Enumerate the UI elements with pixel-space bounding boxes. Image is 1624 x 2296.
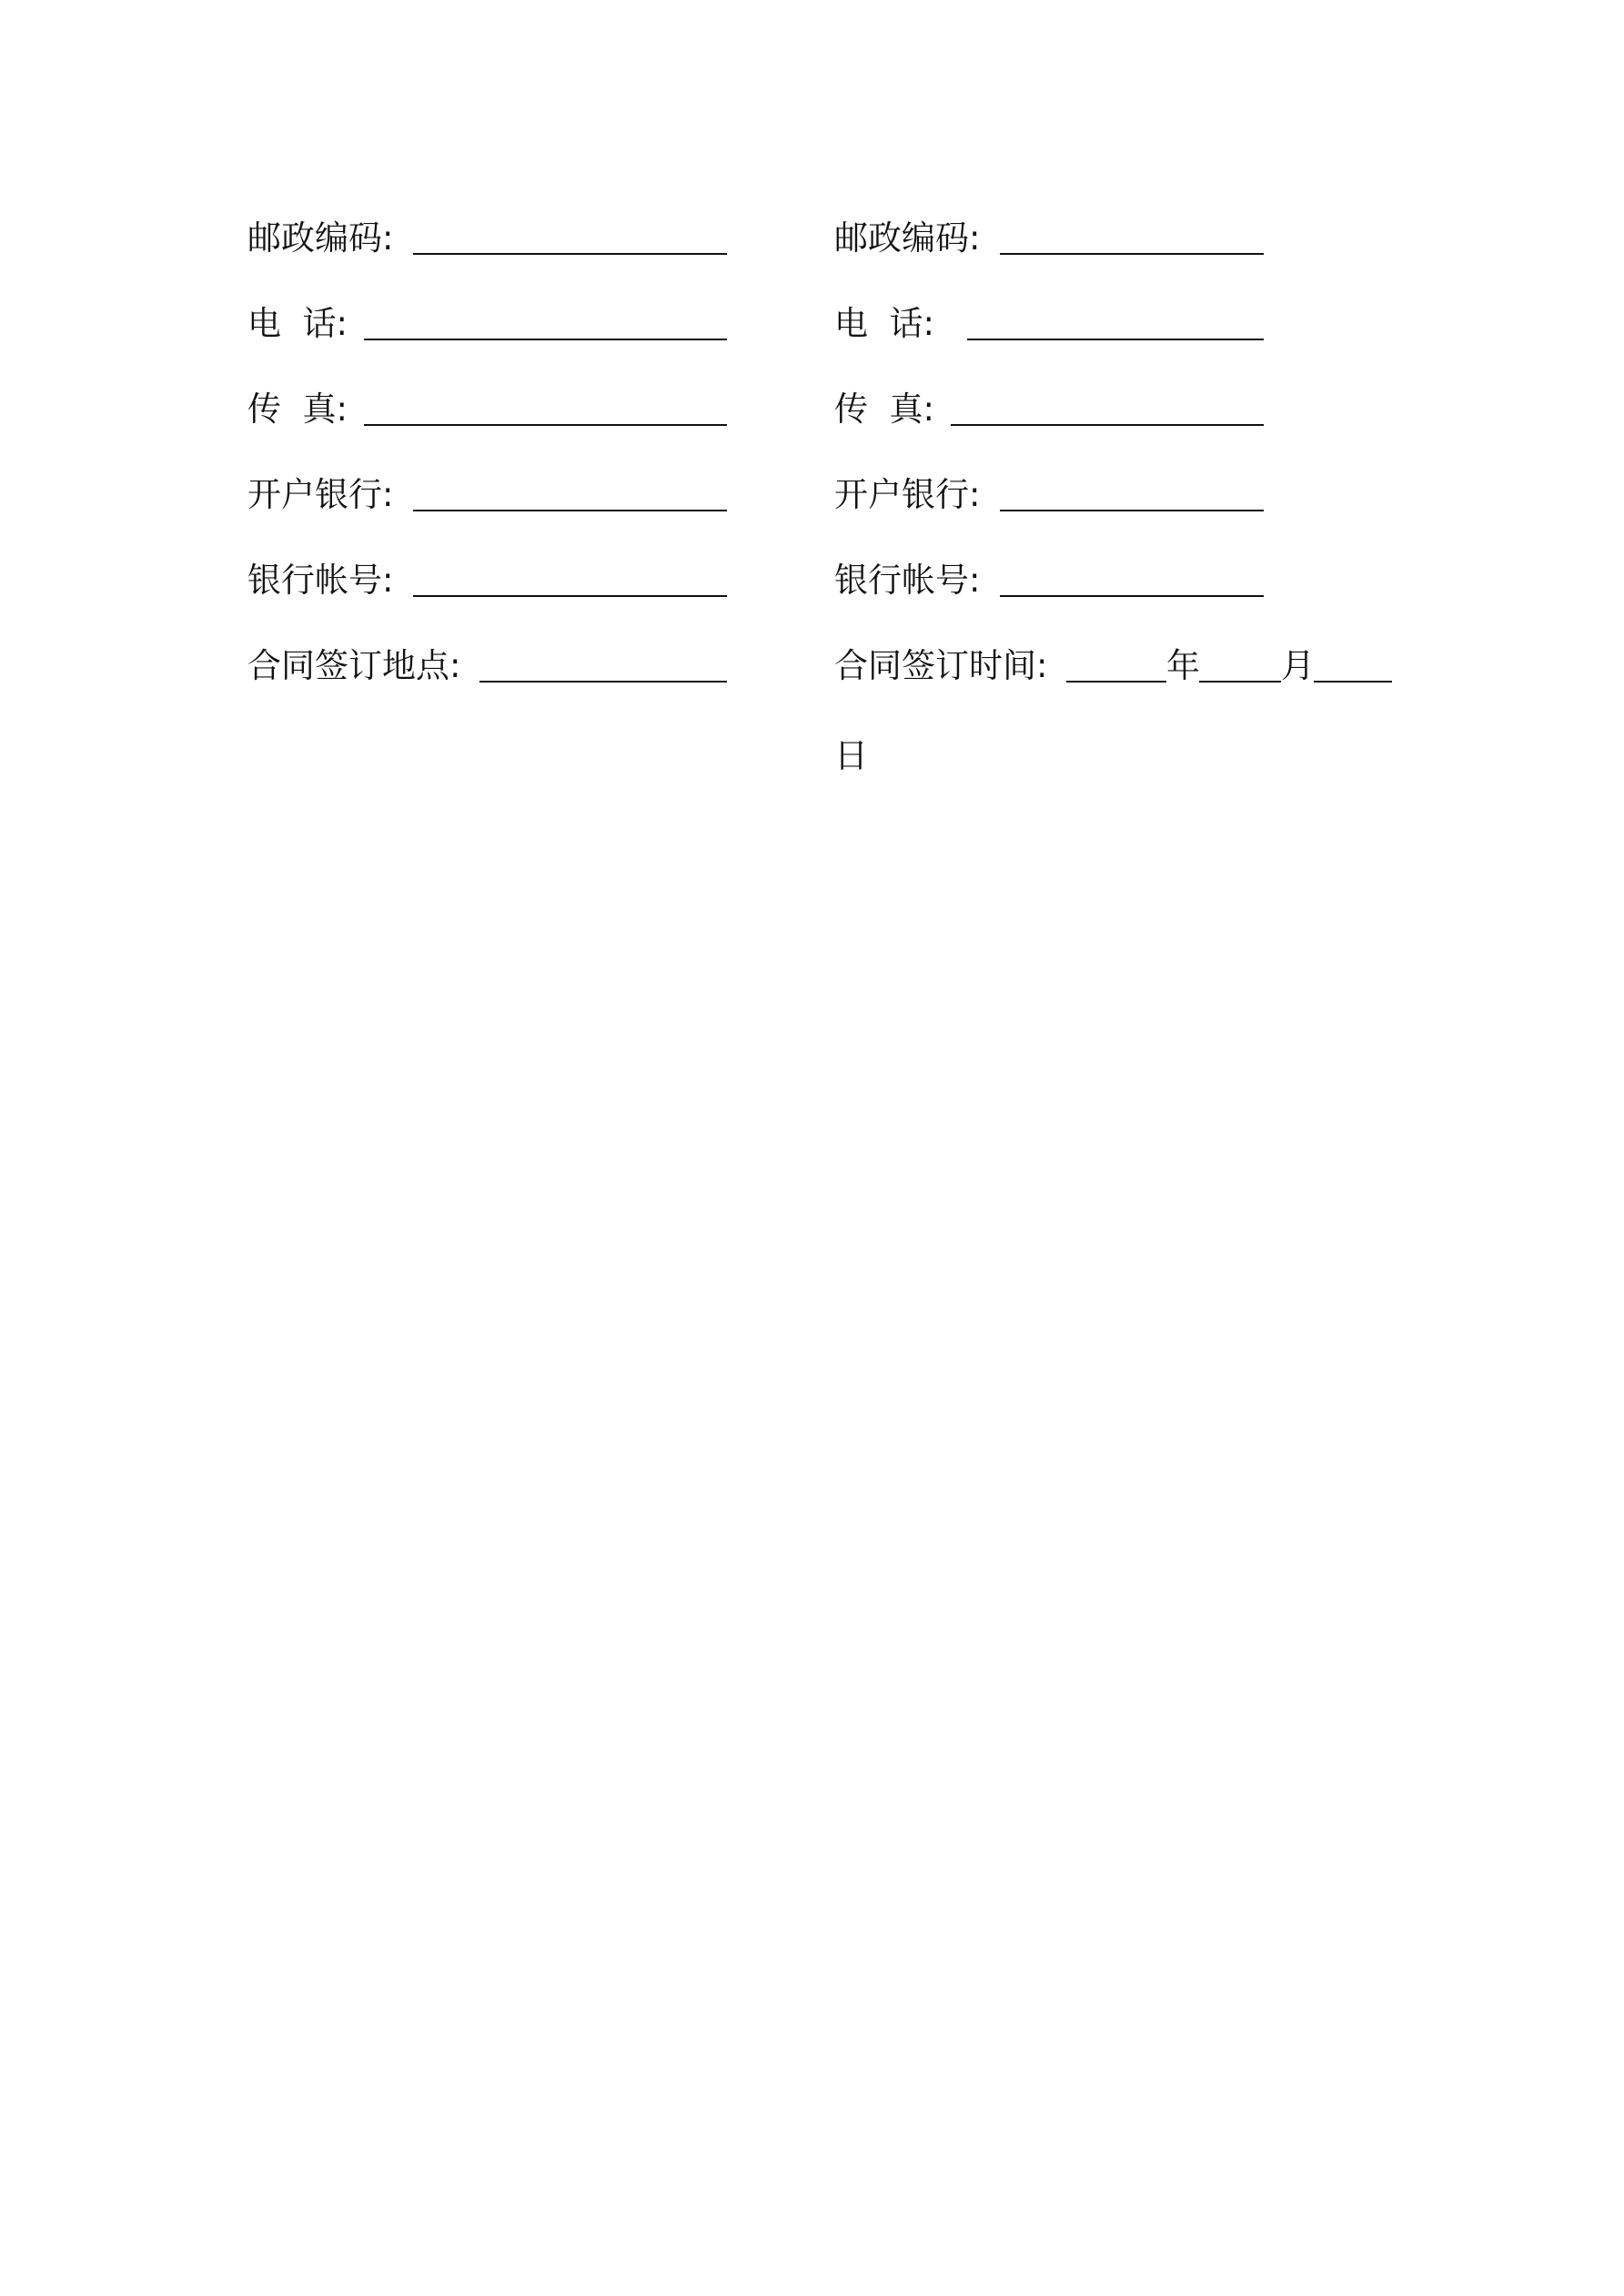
right-phone-label: 电 话: xyxy=(834,304,934,343)
left-bank-blank[interactable] xyxy=(413,510,727,511)
left-postal-code-label: 邮政编码: xyxy=(247,218,394,258)
left-fax-blank[interactable] xyxy=(364,424,727,426)
right-fax-blank[interactable] xyxy=(951,424,1264,426)
left-bank-label: 开户银行: xyxy=(247,475,394,514)
right-account-blank[interactable] xyxy=(1000,595,1264,597)
left-fax-label: 传 真: xyxy=(247,389,348,429)
left-phone-blank[interactable] xyxy=(364,339,727,340)
right-fax-label: 传 真: xyxy=(834,389,934,429)
day-label: 日 xyxy=(834,736,868,775)
right-postal-code-blank[interactable] xyxy=(1000,253,1264,255)
left-sign-place-label: 合同签订地点: xyxy=(247,646,461,685)
left-postal-code-blank[interactable] xyxy=(413,253,727,255)
right-bank-blank[interactable] xyxy=(1000,510,1264,511)
right-account-label: 银行帐号: xyxy=(834,561,981,600)
right-phone-blank[interactable] xyxy=(967,339,1264,340)
right-sign-time-label: 合同签订时间: xyxy=(834,646,1048,685)
year-blank[interactable] xyxy=(1066,681,1166,683)
day-blank[interactable] xyxy=(1314,681,1392,683)
left-sign-place-blank[interactable] xyxy=(479,681,727,683)
year-label: 年 xyxy=(1166,646,1200,685)
left-account-label: 银行帐号: xyxy=(247,561,394,600)
right-postal-code-label: 邮政编码: xyxy=(834,218,981,258)
month-blank[interactable] xyxy=(1199,681,1281,683)
left-phone-label: 电 话: xyxy=(247,304,348,343)
month-label: 月 xyxy=(1281,646,1315,685)
right-bank-label: 开户银行: xyxy=(834,475,981,514)
left-account-blank[interactable] xyxy=(413,595,727,597)
